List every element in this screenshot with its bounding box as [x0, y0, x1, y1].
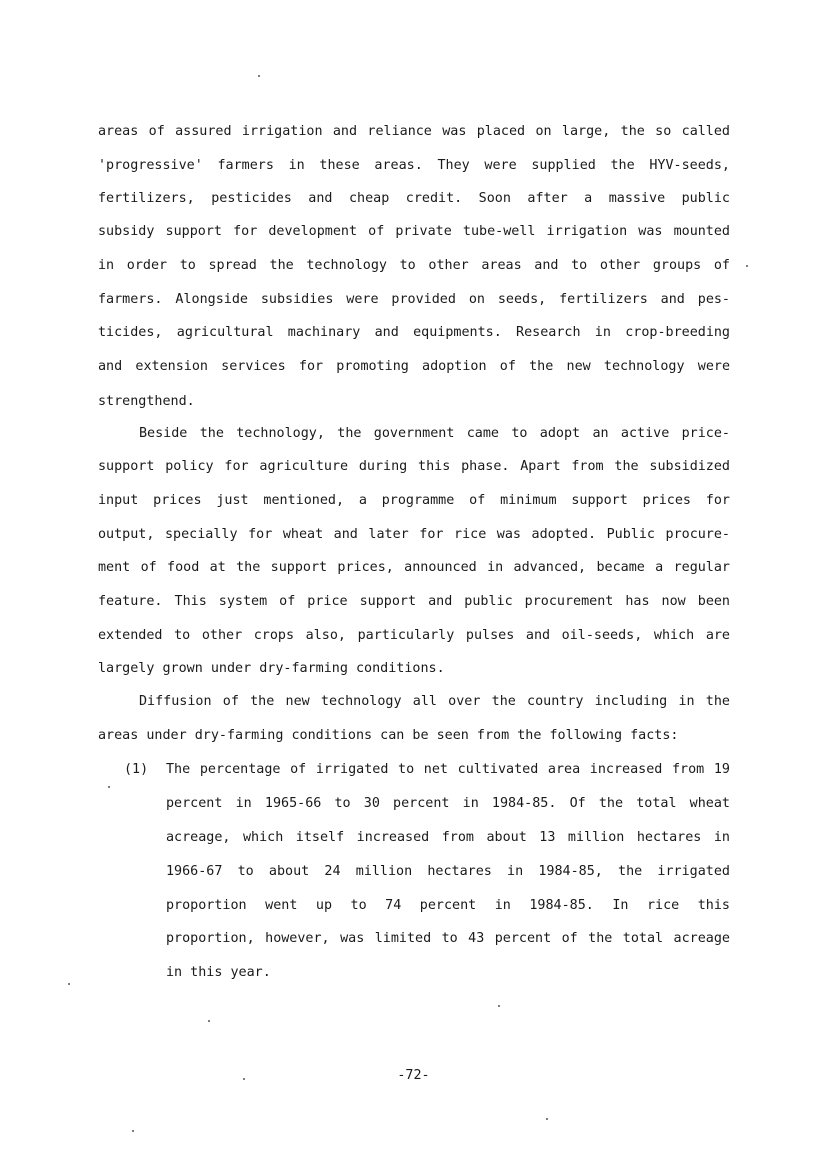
paragraph-2-line-3: input prices just mentioned, a programme of minimum support prices for [98, 493, 730, 508]
scan-speck [68, 983, 70, 985]
scan-speck [258, 75, 260, 77]
paragraph-2-line-8: largely grown under dry-farming conditions. [98, 661, 445, 676]
list-item-line-1: The percentage of irrigated to net cultivated area increased from 19 [166, 762, 730, 777]
paragraph-2-line-2: support policy for agriculture during this phase. Apart from the subsidized [98, 459, 730, 474]
page-number: -72- [397, 1068, 430, 1083]
scan-speck [208, 1020, 210, 1022]
paragraph-1-line-5: in order to spread the technology to other areas and to other groups of [98, 258, 730, 273]
scan-speck [243, 1078, 245, 1080]
paragraph-2-line-4: output, specially for wheat and later for rice was adopted. Public procure- [98, 527, 730, 542]
list-item-line-3: acreage, which itself increased from about 13 million hectares in [166, 830, 730, 845]
list-item-line-2: percent in 1965-66 to 30 percent in 1984-85. Of the total wheat [166, 796, 730, 811]
paragraph-2-line-7: extended to other crops also, particularly pulses and oil-seeds, which are [98, 628, 730, 643]
paragraph-1-line-4: subsidy support for development of private tube-well irrigation was mounted [98, 224, 730, 239]
list-item-line-4: 1966-67 to about 24 million hectares in 1984-85, the irrigated [166, 864, 730, 879]
paragraph-1-line-1: areas of assured irrigation and reliance was placed on large, the so called [98, 124, 730, 139]
scan-speck [746, 265, 748, 267]
paragraph-1-line-9: strengthend. [98, 394, 195, 409]
paragraph-1-line-8: and extension services for promoting adoption of the new technology were [98, 359, 730, 374]
paragraph-1-line-6: farmers. Alongside subsidies were provided on seeds, fertilizers and pes- [98, 292, 730, 307]
scan-speck [546, 1118, 548, 1120]
paragraph-3-line-1: Diffusion of the new technology all over the country including in the [139, 694, 730, 709]
paragraph-2-line-1: Beside the technology, the government came to adopt an active price- [139, 426, 730, 441]
scan-speck [108, 786, 110, 788]
paragraph-1-line-2: 'progressive' farmers in these areas. They were supplied the HYV-seeds, [98, 158, 730, 173]
paragraph-3-line-2: areas under dry-farming conditions can be seen from the following facts: [98, 728, 679, 743]
paragraph-2-line-5: ment of food at the support prices, announced in advanced, became a regular [98, 560, 730, 575]
paragraph-1-line-7: ticides, agricultural machinary and equipments. Research in crop-breeding [98, 325, 730, 340]
scan-speck [498, 1005, 500, 1007]
list-item-number: (1) [124, 762, 149, 777]
scan-speck [132, 1130, 134, 1132]
list-item-line-5: proportion went up to 74 percent in 1984-85. In rice this [166, 898, 730, 913]
paragraph-1-line-3: fertilizers, pesticides and cheap credit. Soon after a massive public [98, 191, 730, 206]
list-item-line-7: in this year. [166, 965, 271, 980]
paragraph-2-line-6: feature. This system of price support and public procurement has now been [98, 594, 730, 609]
list-item-line-6: proportion, however, was limited to 43 percent of the total acreage [166, 931, 730, 946]
